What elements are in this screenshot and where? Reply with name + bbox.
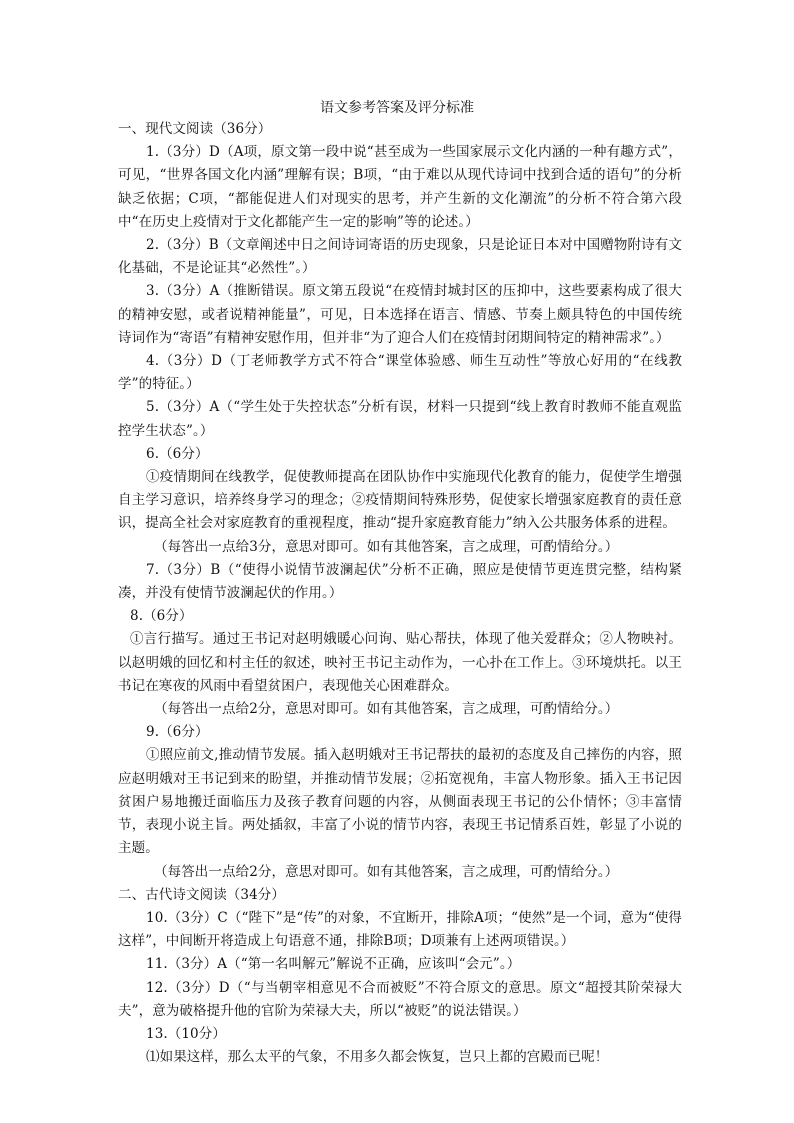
answer-item-11: 11.（3分）A（“第一名叫解元”解说不正确，应该叫“会元”。） <box>146 956 521 973</box>
answer-item-8: 8.（6分） <box>130 608 193 625</box>
answer-content <box>118 118 682 1069</box>
answer-item-4: 4.（3分）D（丁老师教学方式不符合“课堂体验感、师生互动性”等放心好用的“在线教学”的特征。） <box>118 353 682 393</box>
section-heading-modern-reading: 一、现代文阅读（36分） <box>118 121 272 137</box>
answer-item-3: 3.（3分）A（推断错误。原文第五段说“在疫情封城封区的压抑中，这些要素构成了很大的精神安慰，或者说精神能量”，可见，日本选择在语言、情感、节奏上颇具特色的中国传统诗词作为“寄语”有精神安慰作用，但并非“为了迎合人们在疫情封闭期间特定的精神需求”。） <box>118 283 682 346</box>
answer-item-6-body: ①疫情期间在线教学，促使教师提高在团队协作中实施现代化教育的能力，促使学生增强自主学习意识，培养终身学习的理念；②疫情期间特殊形势，促使家长增强家庭教育的责任意识，提高全社会对家庭教育的重视程度，推动“提升家庭教育能力”纳入公共服务体系的进程。 <box>118 469 682 532</box>
answer-item-9-body: ①照应前文,推动情节发展。插入赵明娥对王书记帮扶的最初的态度及自己摔伤的内容，照应赵明娥对王书记到来的盼望，并推动情节发展；②拓宽视角，丰富人物形象。插入王书记因贫困户易地搬迁面临压力及孩子教育问题的内容，从侧面表现王书记的公仆情怀；③丰富情节，表现小说主旨。两处插叙，丰富了小说的情节内容，表现王书记情系百姓，彰显了小说的主题。 <box>118 747 682 857</box>
page-title: 语文参考答案及评分标准 <box>320 100 474 116</box>
answer-item-5: 5.（3分）A（“学生处于失控状态”分析有误，材料一只提到“线上教育时教师不能直观监控学生状态”。） <box>118 399 682 439</box>
scoring-note: （每答出一点给2分，意思对即可。如有其他答案，言之成理，可酌情给分。） <box>154 863 619 880</box>
section-heading-classical-reading: 二、古代诗文阅读（34分） <box>118 886 285 903</box>
answer-item-6: 6.（6分） <box>146 445 209 462</box>
answer-item-13: 13.（10分） <box>146 1025 226 1042</box>
answer-item-9: 9.（6分） <box>146 724 209 741</box>
scoring-note: （每答出一点给3分，意思对即可。如有其他答案，言之成理，可酌情给分。） <box>154 538 619 555</box>
answer-item-12: 12.（3分）D（“与当朝宰相意见不合而被贬”不符合原文的意思。原文“超授其阶荣禄大夫”，意为破格提升他的官阶为荣禄大夫，所以“被贬”的说法错误。） <box>118 979 682 1019</box>
answer-item-10: 10.（3分）C（“陛下”是“传”的对象，不宜断开，排除A项；“使然”是一个词，意为“使得这样”，中间断开将造成上句语意不通，排除B项；D项兼有上述两项错误。） <box>118 909 682 950</box>
answer-item-8-body: ①言行描写。通过王书记对赵明娥暖心问询、贴心帮扶，体现了他关爱群众；②人物映衬。以赵明娥的回忆和村主任的叙述，映衬王书记主动作为，一心扑在工作上。③环境烘托。以王书记在寒夜的风雨中看望贫困户，表现他关心困难群众。 <box>118 631 682 694</box>
answer-item-1: 1.（3分）D（A项，原文第一段中说“甚至成为一些国家展示文化内涵的一种有趣方式”，可见，“世界各国文化内涵”理解有误；B项，“由于难以从现代诗词中找到合适的语句”的分析缺乏依据；C项，“都能促进人们对现实的思考，并产生新的文化潮流”的分析不符合第六段中“在历史上疫情对于文化都能产生一定的影响”等的论述。） <box>118 144 682 230</box>
answer-item-13-body: ⑴如果这样，那么太平的气象，不用多久都会恢复，岂只上都的宫殿而已呢！ <box>146 1049 609 1066</box>
scoring-note: （每答出一点给2分，意思对即可。如有其他答案，言之成理，可酌情给分。） <box>154 701 619 718</box>
answer-item-7: 7.（3分）B（“使得小说情节波澜起伏”分析不正确，照应是使情节更连贯完整，结构紧凑，并没有使情节波澜起伏的作用。） <box>118 561 682 602</box>
answer-item-2: 2.（3分）B（文章阐述中日之间诗词寄语的历史现象，只是论证日本对中国赠物附诗有文化基础，不是论证其“必然性”。） <box>118 237 682 277</box>
